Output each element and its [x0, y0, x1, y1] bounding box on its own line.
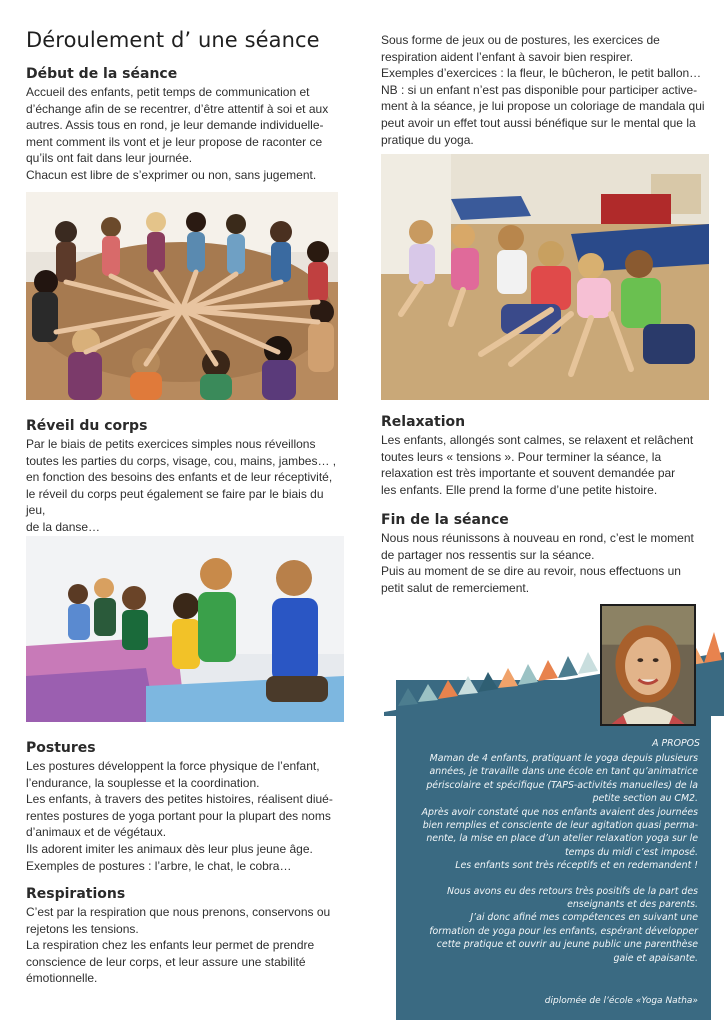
respirations-continued-text: Sous forme de jeux ou de postures, les exercices de respiration aident l’enfant à savoir bien respirer. Exemples d’exercices : la fleur, le bûcheron, le petit ballon… NB : si un enfant n’est pas disponible pour participer active- ment à la séance, je lui propose un coloriage de mandala qui peut avoir un effet tout aussi bénéfique sur le mental que la pratique du yoga. [381, 33, 705, 147]
debut-text: Accueil des enfants, petit temps de communication et d’échange afin de se recentrer, d’être attentif à soi et aux autres. Assis tous en rond, je leur demande individuelle- ment comment ils vont et je leur propose de raconter ce qu’ils ont fait dans leur journée. Chacun est libre de s’exprimer ou non, sans jugement. [26, 85, 329, 182]
heading-debut: Début de la séance [26, 66, 178, 82]
photo-children-postures [26, 536, 344, 722]
portrait-photo [600, 604, 696, 726]
relaxation-text: Les enfants, allongés sont calmes, se relaxent et relâchent toutes leurs « tensions ». Pour terminer la séance, la relaxation est très importante et souvent demandée par les enfants. Elle prend la forme d’une petite histoire. [381, 433, 694, 497]
postures-text: Les postures développent la force physique de l’enfant, l’endurance, la souplesse et la coordination. Les enfants, à travers des petites histoires, réalisent diué- rentes postures de yoga portant pour la plupart des noms d’animaux et de végétaux. Ils adorent imiter les animaux dès leur plus jeune âge. Exemples de postures : l’arbre, le chat, le cobra… [26, 759, 333, 873]
about-title: A PROPOS [652, 738, 700, 749]
heading-relaxation: Relaxation [381, 414, 466, 430]
reveil-text: Par le biais de petits exercices simples nous réveillons toutes les parties du corps, visage, cou, mains, jambes… , en fonction des besoins des enfants et de leur réceptivité, le réveil du corps peut également se faire par le biais du jeu, de la danse… [26, 437, 337, 534]
respirations-text: C’est par la respiration que nous prenons, conservons ou rejetons les tensions. La respiration chez les enfants leur permet de prendre conscience de leur corps, et leur assure une stabilité émotionnelle. [26, 905, 331, 986]
photo-children-circle [26, 192, 338, 400]
fin-text: Nous nous réunissons à nouveau en rond, c’est le moment de partager nos ressentis sur la séance. Puis au moment de se dire au revoir, nous effectuons un petit salut de remerciement. [381, 531, 694, 595]
heading-postures: Postures [26, 740, 96, 756]
about-text: Maman de 4 enfants, pratiquant le yoga depuis plusieurs années, je travaille dans une école en tant qu’animatrice périscolaire et spécifique (TAPS-activités manuelles) de la petite section au CM2. Après avoir constaté que nos enfants avaient des journées bien remplies et consciente de leur agitation quasi perma- nente, la mise en place d’un atelier relaxation yoga sur le temps du midi c’est imposé. Les enfants sont très réceptifs et en redemandent ! Nous avons eu des retours très positifs de la part des enseignants et des parents. J’ai donc aﬁné mes compétences en suivant une formation de yoga pour les enfants, espérant développer cette pratique et ouvrir au jeune public une parenthèse gaie et apaisante. [421, 753, 698, 964]
about-signature: diplomée de l’école «Yoga Natha» [544, 996, 698, 1006]
heading-reveil: Réveil du corps [26, 418, 148, 434]
photo-children-relaxing [381, 154, 709, 400]
heading-respirations: Respirations [26, 886, 126, 902]
page-title: Déroulement d’ une séance [26, 28, 320, 52]
heading-fin: Fin de la séance [381, 512, 509, 528]
